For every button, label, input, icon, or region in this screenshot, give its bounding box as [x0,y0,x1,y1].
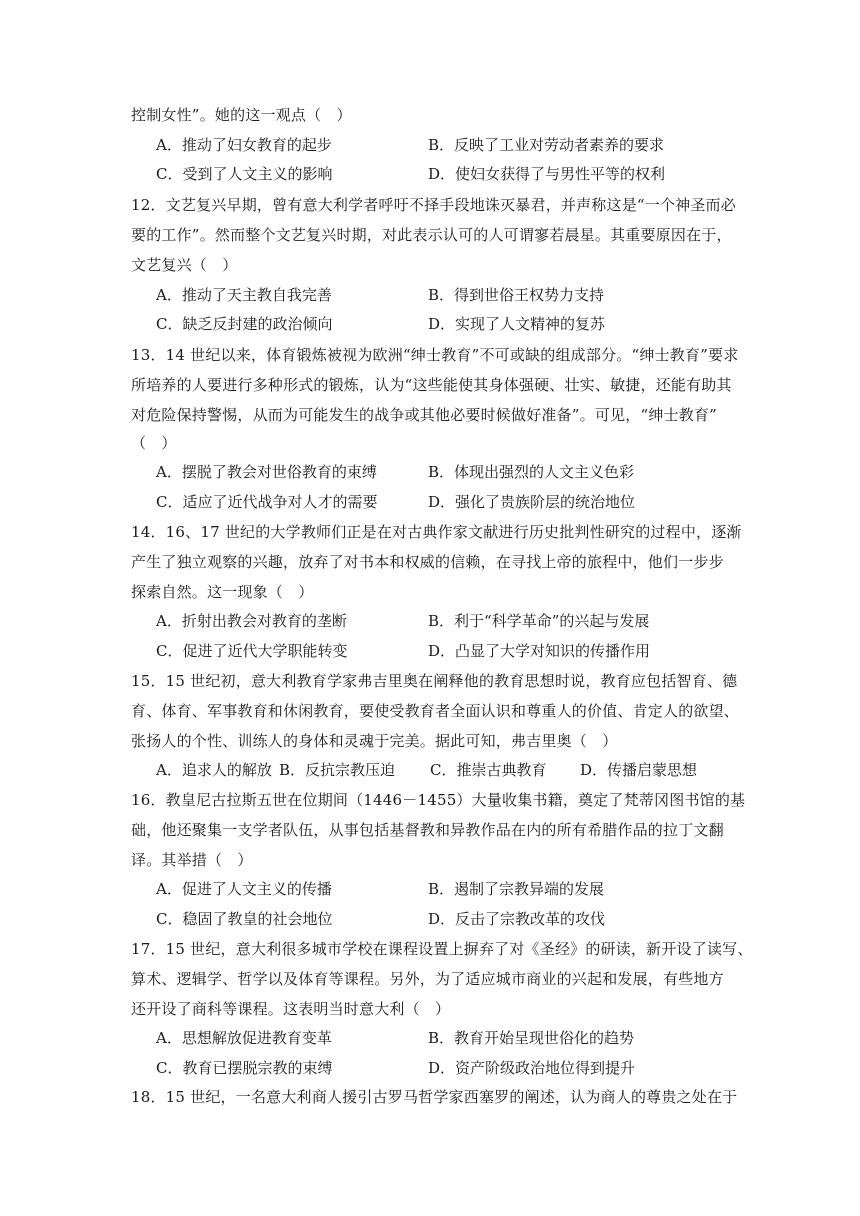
option-a: A．推动了天主教自我完善 [156,286,332,304]
question-12-line: 12．文艺复兴早期，曾有意大利学者呼吁不择手段地诛灭暴君，并声称这是“一个神圣而必 [131,196,736,214]
question-13-line: 对危险保持警惕，从而为可能发生的战争或其他必要时候做好准备”。可见，“绅士教育” [131,406,718,424]
option-c: C．适应了近代战争对人才的需要 [156,493,378,511]
option-d: D．实现了人文精神的复苏 [428,315,606,333]
question-16-line: 16．教皇尼古拉斯五世在位期间（1446－1455）大量收集书籍，奠定了梵蒂冈图书馆的基 [131,791,746,809]
question-16-line: 译。其举措（ ） [131,851,253,869]
option-b: B．利于“科学革命”的兴起与发展 [428,612,650,630]
option-b: B．遏制了宗教异端的发展 [428,880,605,898]
question-17-line: 17．15 世纪，意大利很多城市学校在课程设置上摒弃了对《圣经》的研读，新开设了读写、 [131,940,753,958]
question-15-line: 张扬人的个性、训练人的身体和灵魂于完美。据此可知，弗吉里奥（ ） [131,732,618,750]
option-a: A．推动了妇女教育的起步 [156,136,332,154]
question-14-line: 产生了独立观察的兴趣，放弃了对书本和权威的信赖，在寻找上帝的旅程中，他们一步步 [131,553,724,571]
option-b: B．体现出强烈的人文主义色彩 [428,463,635,481]
option-d: D．反击了宗教改革的攻伐 [428,910,606,928]
option-d: D．传播启蒙思想 [580,761,698,779]
question-13-line: 13．14 世纪以来，体育锻炼被视为欧洲“绅士教育”不可或缺的组成部分。“绅士教育”要求 [131,346,739,364]
question-13-line: （ ） [131,434,177,452]
question-15-line: 15．15 世纪初，意大利教育学家弗吉里奥在阐释他的教育思想时说，教育应包括智育、德 [131,672,738,690]
question-12-line: 要的工作”。然而整个文艺复兴时期，对此表示认可的人可谓寥若晨星。其重要原因在于， [131,226,732,244]
option-c: C．教育已摆脱宗教的束缚 [156,1059,333,1077]
option-c: C．受到了人文主义的影响 [156,165,333,183]
question-15-line: 育、体育、军事教育和休闲教育，要使受教育者全面认识和尊重人的价值、肯定人的欲望、 [131,702,740,720]
question-12-line: 文艺复兴（ ） [131,256,238,274]
option-b: B．反映了工业对劳动者素养的要求 [428,136,665,154]
option-d: D．强化了贵族阶层的统治地位 [428,493,636,511]
option-b: B．反抗宗教压迫 [279,761,396,779]
option-a: A．追求人的解放 [156,761,272,779]
option-a: A．折射出教会对教育的垄断 [156,612,347,630]
option-c: C．促进了近代大学职能转变 [156,642,348,660]
option-a: A．思想解放促进教育变革 [156,1029,332,1047]
question-17-line: 还开设了商科等课程。这表明当时意大利（ ） [131,1000,451,1018]
option-b: B．教育开始呈现世俗化的趋势 [428,1029,635,1047]
question-text-line: 控制女性”。她的这一观点（ ） [131,106,352,124]
question-13-line: 所培养的人要进行多种形式的锻炼，认为“这些能使其身体强硬、壮实、敏捷，还能有助其 [131,376,732,394]
option-d: D．使妇女获得了与男性平等的权利 [428,165,666,183]
option-c: C．推崇古典教育 [430,761,547,779]
option-c: C．稳固了教皇的社会地位 [156,910,333,928]
option-c: C．缺乏反封建的政治倾向 [156,315,333,333]
question-14-line: 探索自然。这一现象（ ） [131,583,314,601]
option-d: D．资产阶级政治地位得到提升 [428,1059,636,1077]
question-14-line: 14．16、17 世纪的大学教师们正是在对古典作家文献进行历史批判性研究的过程中，逐渐 [131,523,742,541]
option-d: D．凸显了大学对知识的传播作用 [428,642,651,660]
option-a: A．摆脱了教会对世俗教育的束缚 [156,463,377,481]
question-18-line: 18．15 世纪，一名意大利商人援引古罗马哲学家西塞罗的阐述，认为商人的尊贵之处在于 [131,1088,738,1106]
option-a: A．促进了人文主义的传播 [156,880,332,898]
question-17-line: 算术、逻辑学、哲学以及体育等课程。另外，为了适应城市商业的兴起和发展，有些地方 [131,970,724,988]
question-16-line: 础，他还聚集一支学者队伍，从事包括基督教和异教作品在内的所有希腊作品的拉丁文翻 [131,821,724,839]
option-b: B．得到世俗王权势力支持 [428,286,605,304]
